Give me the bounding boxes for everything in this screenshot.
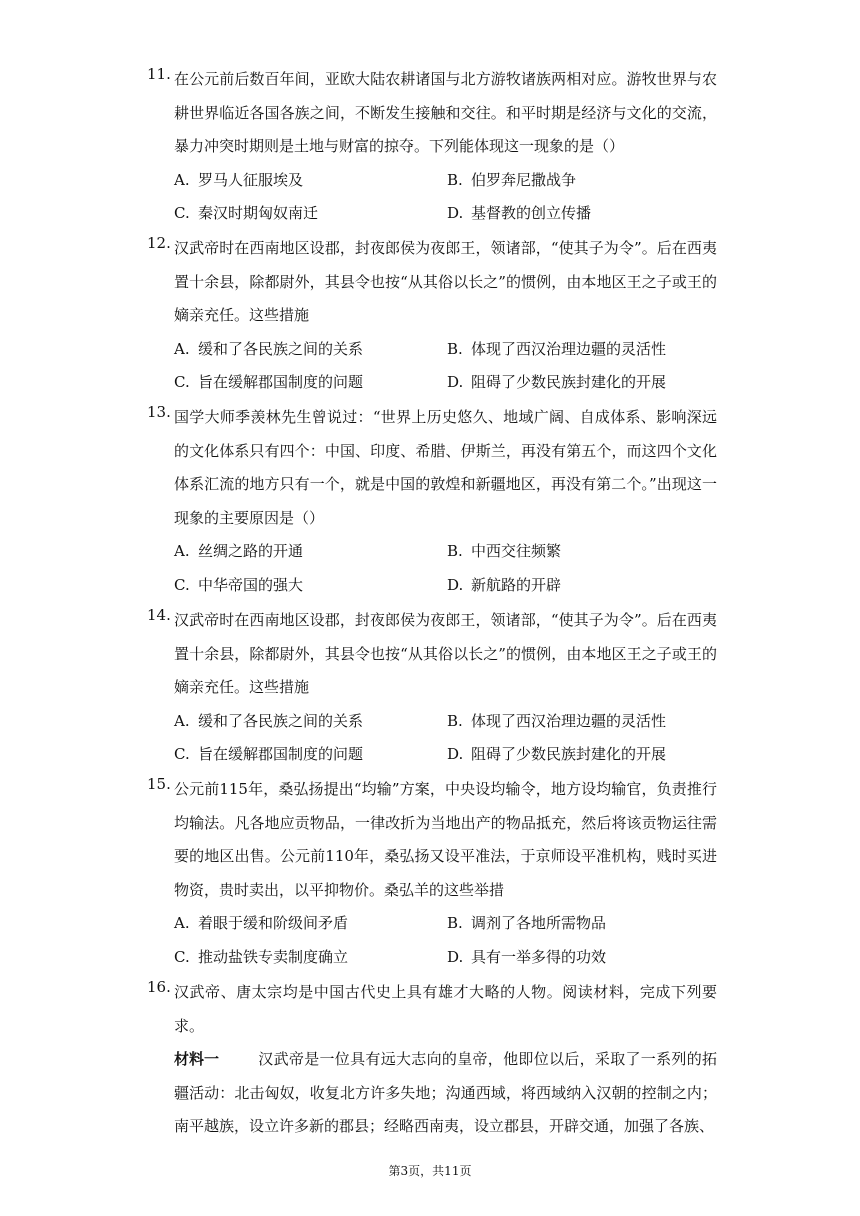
option-a: A. 着眼于缓和阶级间矛盾 (174, 914, 349, 932)
question-stem: 公元前115年，桑弘扬提出“均输”方案，中央设均输令，地方设均输官，负责推行均输法。凡各地应贡物品，一律改折为当地出产的物品抵充，然后将该贡物运往需要的地区出售。公元前110年，桑弘扬又设平准法，于京师设平准机构，贱时买进物资，贵时卖出，以平抑物价。桑弘羊的这些举措 (174, 780, 717, 899)
question-15 (147, 773, 717, 974)
option-c: C. 中华帝国的强大 (174, 575, 304, 594)
option-b: B. 体现了西汉治理边疆的灵活性 (447, 339, 667, 358)
option-d: D. 基督教的创立传播 (447, 204, 592, 222)
question-number: 12. (147, 234, 171, 252)
options-grid (174, 333, 717, 400)
question-stem: 国学大师季羡林先生曾说过：“世界上历史悠久、地域广阔、自成体系、影响深远的文化体系只有四个：中国、印度、希腊、伊斯兰，再没有第五个，而这四个文化体系汇流的地方只有一个，就是中国的敦煌和新疆地区，再没有第二个。”出现这一现象的主要原因是（） (174, 408, 717, 527)
option-b: B. 调剂了各地所需物品 (447, 914, 607, 932)
question-stem: 汉武帝、唐太宗均是中国古代史上具有雄才大略的人物。阅读材料，完成下列要求。 (174, 983, 717, 1035)
option-a: A. 罗马人征服埃及 (174, 170, 304, 189)
option-c: C. 推动盐铁专卖制度确立 (174, 947, 349, 966)
question-12 (147, 232, 717, 400)
page-footer: 第3页，共11页 (388, 1164, 472, 1178)
question-stem: 汉武帝时在西南地区设郡，封夜郎侯为夜郎王，领诸部，“使其子为令”。后在西夷置十余县，除都尉外，其县令也按“从其俗以长之”的惯例，由本地区王之子或王的嫡亲充任。这些措施 (174, 239, 717, 324)
question-11 (147, 63, 717, 231)
option-a: A. 丝绸之路的开通 (174, 542, 304, 560)
option-c: C. 秦汉时期匈奴南迁 (174, 204, 319, 222)
question-stem: 汉武帝时在西南地区设郡，封夜郎侯为夜郎王，领诸部，“使其子为令”。后在西夷置十余县，除都尉外，其县令也按“从其俗以长之”的惯例，由本地区王之子或王的嫡亲充任。这些措施 (174, 611, 717, 696)
options-grid (174, 535, 717, 602)
question-16 (147, 976, 717, 1144)
option-d: D. 阻碍了少数民族封建化的开展 (447, 745, 667, 763)
option-b: B. 中西交往频繁 (447, 542, 562, 560)
material-text: 汉武帝是一位具有远大志向的皇帝，他即位以后，采取了一系列的拓疆活动：北击匈奴，收复北方许多失地；沟通西域，将西域纳入汉朝的控制之内；南平越族，设立许多新的郡县；经略西南夷，设立郡县，开辟交通，加强了各族、 (174, 1050, 717, 1135)
option-a: A. 缓和了各民族之间的关系 (174, 339, 364, 358)
options-grid (174, 164, 717, 231)
question-number: 14. (147, 606, 171, 624)
question-number: 15. (147, 775, 171, 793)
question-number: 11. (147, 65, 171, 83)
options-grid (174, 705, 717, 772)
option-b: B. 体现了西汉治理边疆的灵活性 (447, 711, 667, 730)
question-stem: 在公元前后数百年间，亚欧大陆农耕诸国与北方游牧诸族两相对应。游牧世界与农耕世界临近各国各族之间，不断发生接触和交往。和平时期是经济与文化的交流，暴力冲突时期则是土地与财富的掠夺。下列能体现这一现象的是（） (174, 70, 717, 155)
material-title: 材料一 (174, 1050, 220, 1068)
question-13 (147, 401, 717, 602)
question-number: 13. (147, 403, 171, 421)
option-a: A. 缓和了各民族之间的关系 (174, 711, 364, 730)
question-14 (147, 604, 717, 772)
question-number: 16. (147, 978, 171, 996)
options-grid (174, 907, 717, 974)
material-one (174, 1043, 717, 1144)
option-c: C. 旨在缓解郡国制度的问题 (174, 373, 364, 391)
option-c: C. 旨在缓解郡国制度的问题 (174, 745, 364, 763)
option-b: B. 伯罗奔尼撒战争 (447, 170, 577, 189)
option-d: D. 阻碍了少数民族封建化的开展 (447, 373, 667, 391)
option-d: D. 具有一举多得的功效 (447, 947, 607, 966)
option-d: D. 新航路的开辟 (447, 575, 562, 594)
